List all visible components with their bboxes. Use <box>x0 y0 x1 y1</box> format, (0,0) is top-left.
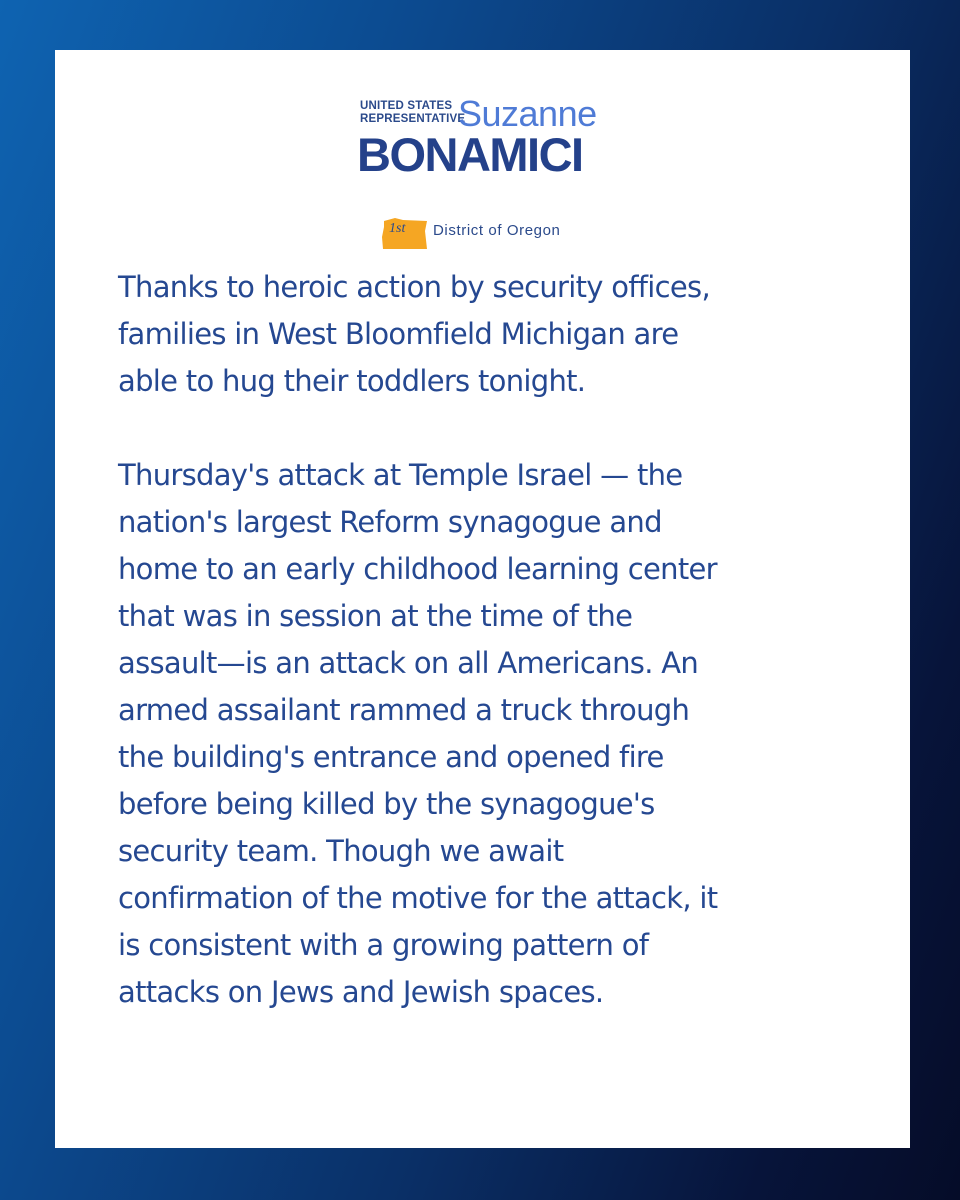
logo-last-name: BONAMICI <box>357 128 583 181</box>
logo-first-name: Suzanne <box>458 93 597 134</box>
statement-card <box>55 50 910 1148</box>
bonamici-logo <box>357 93 620 256</box>
logo-district-label: District of Oregon <box>433 222 561 239</box>
logo-title-line1: UNITED STATES <box>360 100 453 112</box>
statement-body <box>118 264 898 1016</box>
statement-paragraph-1: Thanks to heroic action by security offices, families in West Bloomfield Michigan are able to hug their toddlers tonight. <box>118 270 710 398</box>
logo-title-line2: REPRESENTATIVE <box>360 113 466 125</box>
statement-paragraph-2: Thursday's attack at Temple Israel — the nation's largest Reform synagogue and home to an early childhood learning center that was in session at the time of the assault—is an attack on all Americans. An armed assailant rammed a truck through the building's entrance and opened fire before being killed by the synagogue's security team. Though we await confirmation of the motive for the attack, it is consistent with a growing pattern of attacks on Jews and Jewish spaces. <box>118 458 718 1009</box>
logo-district-number: 1st <box>389 221 406 236</box>
